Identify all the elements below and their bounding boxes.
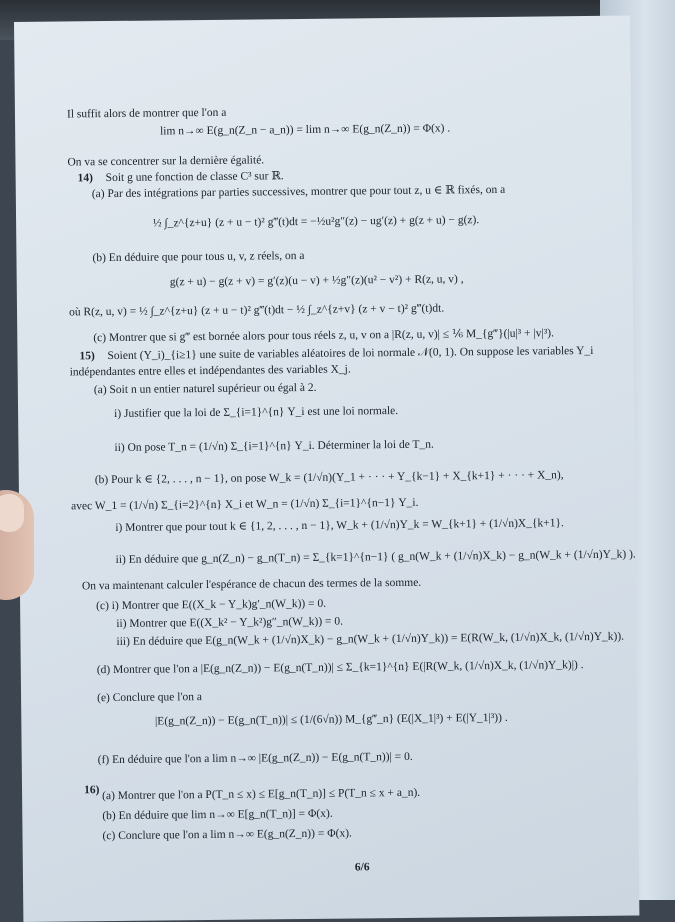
document-page [14, 16, 639, 922]
question-text: Soient (Y_i)_{i≥1} une suite de variables aléatoires de loi normale 𝒩(0, 1). On suppose les variables Y_i [107, 344, 594, 363]
subquestion-item: ii) On pose T_n = (1/√n) Σ_{i=1}^{n} Y_i. Déterminer la loi de T_n. [114, 438, 434, 454]
subquestion-item: ii) En déduire que g_n(Z_n) − g_n(T_n) = Σ_{k=1}^{n−1} ( g_n(W_k + (1/√n)X_k) − g_n(W_k + (1/√n)Y_k) ). [115, 548, 636, 566]
subquestion-item: iii) En déduire que E(g_n(W_k + (1/√n)X_k) − g_n(W_k + (1/√n)Y_k)) = E(R(W_k, (1/√n)X_k, (1/√n)Y_k)). [116, 630, 625, 648]
subquestion: (c) Montrer que si g‴ est bornée alors pour tous réels z, u, v on a |R(z, u, v)| ≤ ⅙ M_{g‴}(|u|³ + |v|³). [93, 327, 555, 345]
subquestion-item: i) Justifier que la loi de Σ_{i=1}^{n} Y_i est une loi normale. [114, 404, 399, 420]
subquestion: (e) Conclure que l'on a [97, 691, 203, 705]
question-number: 15) [79, 350, 95, 363]
subquestion: (b) Pour k ∈ {2, . . . , n − 1}, on pose W_k = (1/√n)(Y_1 + · · · + Y_{k−1} + X_{k+1} + · · · + X_n), [94, 469, 564, 487]
equation-bound: |E(g_n(Z_n)) − E(g_n(T_n))| ≤ (1/(6√n)) M_{g‴_n} (E(|X_1|³) + E(|Y_1|³)) . [154, 711, 508, 728]
subquestion: (a) Montrer que l'on a P(T_n ≤ x) ≤ E[g_n(T_n)] ≤ P(T_n ≤ x + a_n). [102, 786, 421, 803]
text-line: On va se concentrer sur la dernière égalité. [67, 154, 265, 169]
thumb-nail [0, 494, 24, 532]
subquestion-item: i) Montrer que pour tout k ∈ {1, 2, . . . , n − 1}, W_k + (1/√n)Y_k = W_{k+1} + (1/√n)X_{k+1}. [115, 517, 564, 534]
subquestion: (b) En déduire que lim n→∞ E[g_n(T_n)] = Φ(x). [102, 807, 333, 823]
text-line: avec W_1 = (1/√n) Σ_{i=2}^{n} X_i et W_n = (1/√n) Σ_{i=1}^{n−1} Y_i. [71, 496, 419, 513]
page-number: 6/6 [354, 861, 370, 874]
text-line: indépendantes entre elles et indépendantes des variables X_j. [69, 363, 351, 379]
subquestion: (b) En déduire que pour tous u, v, z réels, on a [92, 249, 305, 265]
subquestion: (d) Montrer que l'on a |E(g_n(Z_n)) − E(g_n(T_n))| ≤ Σ_{k=1}^{n} E(|R(W_k, (1/√n)X_k, (1/√n)Y_k)|) . [96, 659, 584, 677]
equation-integral: ½ ∫_z^{z+u} (z + u − t)² g‴(t)dt = −½u²g″(z) − ug′(z) + g(z + u) − g(z). [152, 214, 480, 230]
subquestion: (a) Soit n un entier naturel supérieur ou égal à 2. [93, 381, 317, 397]
question-number: 14) [77, 172, 94, 185]
text-line: On va maintenant calculer l'espérance de chacun des termes de la somme. [81, 576, 422, 593]
subquestion: (a) Par des intégrations par parties successives, montrer que pour tout z, u ∈ ℝ fixés, on a [91, 183, 506, 201]
text-line: Il suffit alors de montrer que l'on a [66, 106, 227, 121]
equation-taylor: g(z + u) − g(z + v) = g′(z)(u − v) + ½g″(z)(u² − v²) + R(z, u, v) , [169, 273, 464, 289]
subquestion: (c) Conclure que l'on a lim n→∞ E(g_n(Z_n)) = Φ(x). [102, 827, 352, 843]
question-number: 16) [83, 784, 100, 797]
text-line: où R(z, u, v) = ½ ∫_z^{z+u} (z + u − t)² g‴(t)dt − ½ ∫_z^{z+v} (z + v − t)² g‴(t)dt. [68, 302, 445, 319]
subquestion: (c) i) Montrer que E((X_k − Y_k)g′_n(W_k)) = 0. [96, 597, 327, 613]
subquestion-item: ii) Montrer que E((X_k² − Y_k²)g″_n(W_k)) = 0. [116, 615, 344, 630]
equation-limit: lim n→∞ E(g_n(Z_n − a_n)) = lim n→∞ E(g_n(Z_n)) = Φ(x) . [159, 122, 451, 138]
question-text: Soit g une fonction de classe C³ sur ℝ. [105, 170, 284, 185]
subquestion: (f) En déduire que l'on a lim n→∞ |E(g_n(Z_n)) − E(g_n(T_n))| = 0. [97, 750, 413, 767]
